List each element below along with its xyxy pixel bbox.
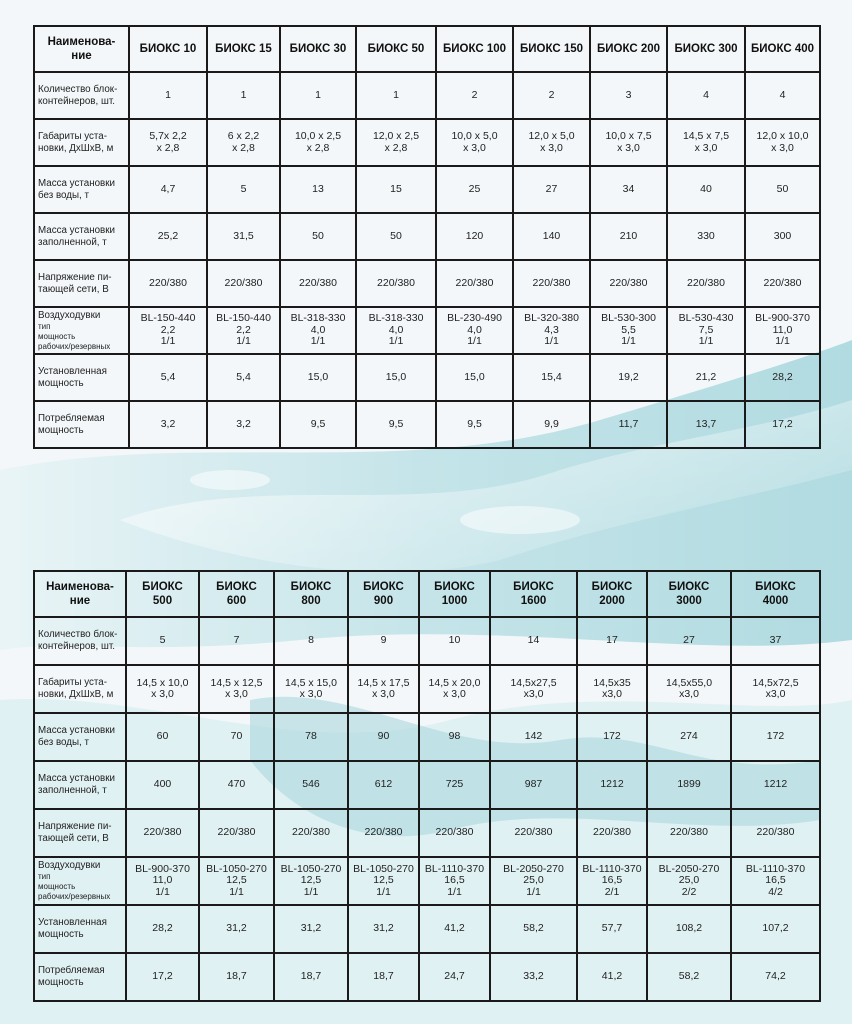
row-label: Потребляемая мощность	[34, 953, 126, 1001]
table-cell: 74,2	[731, 953, 820, 1001]
column-header-model: БИОКС 50	[356, 26, 436, 72]
table-row	[34, 713, 820, 761]
table-cell: 9	[348, 617, 419, 665]
table-cell: 172	[731, 713, 820, 761]
table-cell: 142	[490, 713, 577, 761]
table-row	[34, 761, 820, 809]
table-cell: 2	[513, 72, 590, 119]
table-cell: 220/380	[436, 260, 513, 307]
table-cell: 5,7х 2,2 х 2,8	[129, 119, 207, 166]
table-cell: BL-900-370 11,0 1/1	[126, 857, 199, 905]
table-cell: 78	[274, 713, 348, 761]
table-cell: 15,0	[280, 354, 356, 401]
column-header-model: БИОКС 150	[513, 26, 590, 72]
table-cell: 172	[577, 713, 647, 761]
table-cell: 1212	[577, 761, 647, 809]
row-label: Установленная мощность	[34, 354, 129, 401]
table-cell: 31,2	[348, 905, 419, 953]
table-cell: 18,7	[199, 953, 274, 1001]
table-cell: 5,4	[207, 354, 280, 401]
table-cell: 220/380	[667, 260, 745, 307]
table-cell: 28,2	[745, 354, 820, 401]
table-cell: 220/380	[129, 260, 207, 307]
table-cell: 31,5	[207, 213, 280, 260]
table-cell: 13,7	[667, 401, 745, 448]
table-cell: 25	[436, 166, 513, 213]
row-label: Габариты уста- новки, ДхШхВ, м	[34, 665, 126, 713]
table-cell: 41,2	[577, 953, 647, 1001]
table-cell: 220/380	[647, 809, 731, 857]
table-cell: 58,2	[490, 905, 577, 953]
table-cell: 220/380	[577, 809, 647, 857]
table-cell: 15,0	[356, 354, 436, 401]
table-cell: 220/380	[490, 809, 577, 857]
table-row	[34, 260, 820, 307]
table-cell: 1	[356, 72, 436, 119]
table-cell: 11,7	[590, 401, 667, 448]
table-cell: 15,0	[436, 354, 513, 401]
table-cell: 14,5 х 15,0 х 3,0	[274, 665, 348, 713]
column-header-name: Наименова- ние	[34, 571, 126, 617]
row-label: Установленная мощность	[34, 905, 126, 953]
table-cell: 14,5х72,5 х3,0	[731, 665, 820, 713]
table-cell: 98	[419, 713, 490, 761]
table-cell: 5	[207, 166, 280, 213]
table-cell: BL-150-440 2,2 1/1	[207, 307, 280, 354]
table-cell: 1	[207, 72, 280, 119]
column-header-model: БИОКС 4000	[731, 571, 820, 617]
table-cell: BL-318-330 4,0 1/1	[356, 307, 436, 354]
table-cell: BL-150-440 2,2 1/1	[129, 307, 207, 354]
table-cell: 6 х 2,2 х 2,8	[207, 119, 280, 166]
table-cell: 3	[590, 72, 667, 119]
column-header-name: Наименова- ние	[34, 26, 129, 72]
row-label: Количество блок- контейнеров, шт.	[34, 617, 126, 665]
row-label: Потребляемая мощность	[34, 401, 129, 448]
table-cell: 25,2	[129, 213, 207, 260]
table-cell: BL-1110-370 16,5 4/2	[731, 857, 820, 905]
table-cell: 14	[490, 617, 577, 665]
column-header-model: БИОКС 500	[126, 571, 199, 617]
row-label: Масса установки заполненной, т	[34, 761, 126, 809]
table-cell: 10,0 х 5,0 х 3,0	[436, 119, 513, 166]
table-cell: BL-318-330 4,0 1/1	[280, 307, 356, 354]
table-row	[34, 857, 820, 905]
table-cell: 220/380	[348, 809, 419, 857]
table-row	[34, 119, 820, 166]
table-cell: 37	[731, 617, 820, 665]
table-cell: 50	[280, 213, 356, 260]
table-cell: BL-1050-270 12,5 1/1	[348, 857, 419, 905]
column-header-model: БИОКС 400	[745, 26, 820, 72]
row-label: Масса установки заполненной, т	[34, 213, 129, 260]
column-header-model: БИОКС 2000	[577, 571, 647, 617]
table-cell: 220/380	[731, 809, 820, 857]
specs-table-2	[33, 570, 821, 1002]
row-label: Габариты уста- новки, ДхШхВ, м	[34, 119, 129, 166]
table-cell: 12,0 х 10,0 х 3,0	[745, 119, 820, 166]
table-cell: 15	[356, 166, 436, 213]
table-cell: 140	[513, 213, 590, 260]
table-cell: 9,5	[280, 401, 356, 448]
table-cell: 108,2	[647, 905, 731, 953]
table-cell: 274	[647, 713, 731, 761]
table-cell: 612	[348, 761, 419, 809]
table-cell: 220/380	[419, 809, 490, 857]
table-cell: 14,5 х 12,5 х 3,0	[199, 665, 274, 713]
table-cell: 18,7	[348, 953, 419, 1001]
table-cell: BL-1050-270 12,5 1/1	[274, 857, 348, 905]
table-cell: 9,5	[356, 401, 436, 448]
table-cell: 220/380	[590, 260, 667, 307]
table-cell: 14,5 х 17,5 х 3,0	[348, 665, 419, 713]
table-row	[34, 953, 820, 1001]
table-cell: 31,2	[274, 905, 348, 953]
table-cell: 14,5 х 10,0 х 3,0	[126, 665, 199, 713]
table-cell: 14,5х35 х3,0	[577, 665, 647, 713]
table-cell: 300	[745, 213, 820, 260]
table-row	[34, 665, 820, 713]
table-cell: 210	[590, 213, 667, 260]
table-row	[34, 72, 820, 119]
table-cell: 546	[274, 761, 348, 809]
column-header-model: БИОКС 30	[280, 26, 356, 72]
table-cell: 220/380	[126, 809, 199, 857]
row-label: Количество блок- контейнеров, шт.	[34, 72, 129, 119]
column-header-model: БИОКС 3000	[647, 571, 731, 617]
table-cell: 50	[745, 166, 820, 213]
column-header-model: БИОКС 100	[436, 26, 513, 72]
table-cell: 27	[513, 166, 590, 213]
table-cell: BL-1110-370 16,5 1/1	[419, 857, 490, 905]
table-cell: 1899	[647, 761, 731, 809]
table-cell: 9,5	[436, 401, 513, 448]
table-cell: 14,5 х 20,0 х 3,0	[419, 665, 490, 713]
table-cell: BL-900-370 11,0 1/1	[745, 307, 820, 354]
table-cell: 4	[667, 72, 745, 119]
table-cell: 33,2	[490, 953, 577, 1001]
table-cell: 220/380	[274, 809, 348, 857]
table-cell: 470	[199, 761, 274, 809]
table-cell: 220/380	[745, 260, 820, 307]
table-cell: 12,0 х 5,0 х 3,0	[513, 119, 590, 166]
table-cell: BL-320-380 4,3 1/1	[513, 307, 590, 354]
table-cell: 220/380	[513, 260, 590, 307]
table-cell: 58,2	[647, 953, 731, 1001]
row-label: Масса установки без воды, т	[34, 166, 129, 213]
header-row	[34, 26, 820, 72]
row-label: Воздуходувки тип мощность рабочих/резервных	[34, 857, 126, 905]
row-label: Масса установки без воды, т	[34, 713, 126, 761]
table-row	[34, 166, 820, 213]
header-row	[34, 571, 820, 617]
table-cell: 14,5х55,0 х3,0	[647, 665, 731, 713]
table-cell: 57,7	[577, 905, 647, 953]
table-row	[34, 617, 820, 665]
table-row	[34, 809, 820, 857]
column-header-model: БИОКС 10	[129, 26, 207, 72]
table-cell: 17	[577, 617, 647, 665]
table-cell: 17,2	[745, 401, 820, 448]
table-cell: 10,0 х 2,5 х 2,8	[280, 119, 356, 166]
specs-table-1	[33, 25, 821, 449]
table-cell: 15,4	[513, 354, 590, 401]
table-cell: BL-230-490 4,0 1/1	[436, 307, 513, 354]
table-cell: 9,9	[513, 401, 590, 448]
table-cell: 19,2	[590, 354, 667, 401]
table-cell: 3,2	[207, 401, 280, 448]
table-cell: 220/380	[280, 260, 356, 307]
table-cell: BL-2050-270 25,0 2/2	[647, 857, 731, 905]
column-header-model: БИОКС 15	[207, 26, 280, 72]
table-cell: 1212	[731, 761, 820, 809]
row-label: Напряжение пи- тающей сети, В	[34, 260, 129, 307]
column-header-model: БИОКС 1600	[490, 571, 577, 617]
table-cell: 3,2	[129, 401, 207, 448]
table-cell: 220/380	[199, 809, 274, 857]
table-cell: 220/380	[356, 260, 436, 307]
table-cell: 4	[745, 72, 820, 119]
table-cell: 70	[199, 713, 274, 761]
table-cell: 7	[199, 617, 274, 665]
table-cell: 2	[436, 72, 513, 119]
table-cell: 10,0 х 7,5 х 3,0	[590, 119, 667, 166]
table-cell: BL-1110-370 16,5 2/1	[577, 857, 647, 905]
table-cell: 40	[667, 166, 745, 213]
column-header-model: БИОКС 900	[348, 571, 419, 617]
table-row	[34, 307, 820, 354]
table-cell: 330	[667, 213, 745, 260]
row-label: Напряжение пи- тающей сети, В	[34, 809, 126, 857]
table-cell: 725	[419, 761, 490, 809]
row-label: Воздуходувки тип мощность рабочих/резервных	[34, 307, 129, 354]
table-cell: BL-2050-270 25,0 1/1	[490, 857, 577, 905]
table-cell: 31,2	[199, 905, 274, 953]
table-cell: 18,7	[274, 953, 348, 1001]
table-cell: 5	[126, 617, 199, 665]
table-cell: 34	[590, 166, 667, 213]
table-cell: 14,5х27,5 х3,0	[490, 665, 577, 713]
table-cell: 60	[126, 713, 199, 761]
table-cell: 1	[129, 72, 207, 119]
column-header-model: БИОКС 200	[590, 26, 667, 72]
table-row	[34, 905, 820, 953]
table-cell: 10	[419, 617, 490, 665]
table-cell: 400	[126, 761, 199, 809]
table-cell: 5,4	[129, 354, 207, 401]
column-header-model: БИОКС 800	[274, 571, 348, 617]
table-cell: 41,2	[419, 905, 490, 953]
table-cell: BL-530-430 7,5 1/1	[667, 307, 745, 354]
column-header-model: БИОКС 300	[667, 26, 745, 72]
table-cell: 107,2	[731, 905, 820, 953]
table-cell: 50	[356, 213, 436, 260]
table-cell: BL-530-300 5,5 1/1	[590, 307, 667, 354]
table-cell: 1	[280, 72, 356, 119]
table-cell: 28,2	[126, 905, 199, 953]
table-row	[34, 401, 820, 448]
table-cell: 12,0 х 2,5 х 2,8	[356, 119, 436, 166]
table-cell: 21,2	[667, 354, 745, 401]
table-cell: 17,2	[126, 953, 199, 1001]
table-cell: 987	[490, 761, 577, 809]
column-header-model: БИОКС 1000	[419, 571, 490, 617]
column-header-model: БИОКС 600	[199, 571, 274, 617]
table-cell: 120	[436, 213, 513, 260]
table-row	[34, 213, 820, 260]
table-cell: 27	[647, 617, 731, 665]
table-cell: 24,7	[419, 953, 490, 1001]
table-cell: 13	[280, 166, 356, 213]
table-cell: 90	[348, 713, 419, 761]
table-cell: 8	[274, 617, 348, 665]
table-cell: 220/380	[207, 260, 280, 307]
table-row	[34, 354, 820, 401]
table-cell: BL-1050-270 12,5 1/1	[199, 857, 274, 905]
table-cell: 14,5 х 7,5 х 3,0	[667, 119, 745, 166]
table-cell: 4,7	[129, 166, 207, 213]
